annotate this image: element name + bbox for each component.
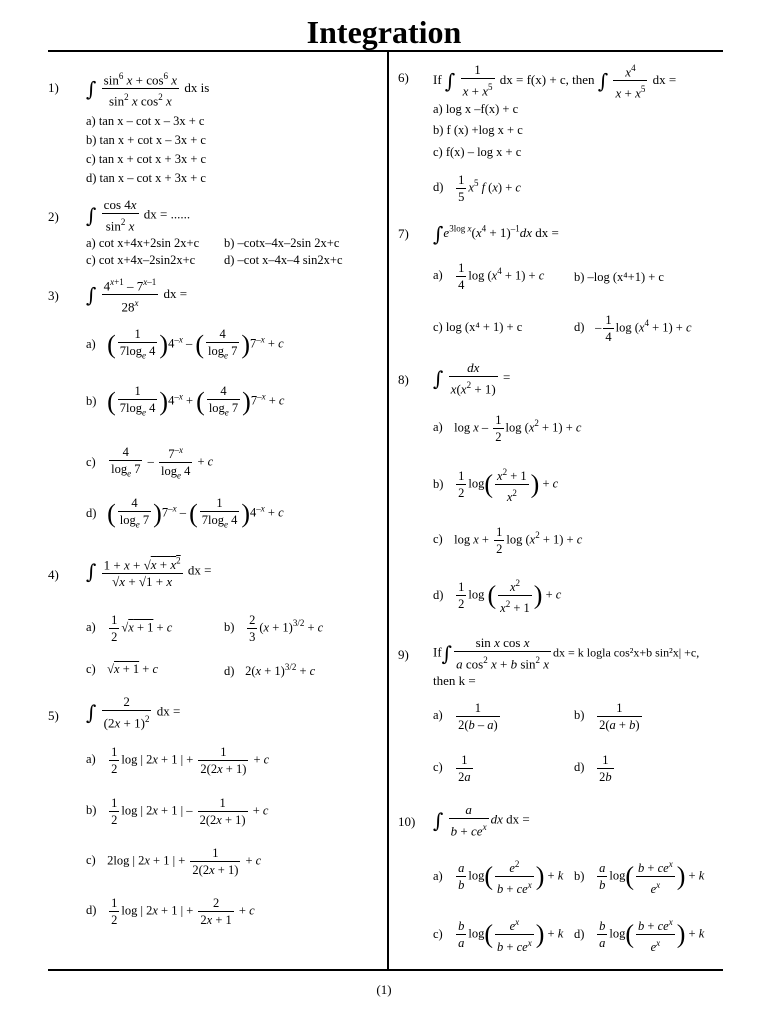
option-c: c) 2log | 2x + 1 | + $\frac{1}{2(2x + 1)}$ + c: [86, 846, 262, 877]
question-number: 3): [48, 288, 59, 303]
option-b: b) $\frac{2}{3}$ $(x + 1)^{3/2} + c$: [224, 613, 324, 644]
option-d: d) $\frac{1}{2}$ log | 2x + 1 | + $\frac{2}{2x + 1}$ + c: [86, 896, 255, 927]
question-number: 5): [48, 708, 59, 723]
integral-icon: ∫: [597, 68, 609, 93]
question-number: 10): [398, 814, 416, 829]
option-d: d) $\frac{b}{a}$ log( $\frac{b + ce^x}{e^x}$ ) + k: [574, 914, 704, 955]
option-c: c) tan x + cot x + 3x + c: [86, 152, 207, 166]
option-d: d) tan x – cot x + 3x + c: [86, 171, 206, 185]
question-number: 7): [398, 226, 409, 241]
option-b: b) $\frac{a}{b}$ log( $\frac{b + ce^x}{e^x}$ ) + k: [574, 856, 704, 897]
option-a: a) $\frac{a}{b}$ log( $\frac{e^2}{b + ce^x}$ ) + k: [433, 856, 563, 897]
option-d: d) $\frac{1}{2b}$: [574, 753, 612, 784]
option-c: c) √x + 1 + c: [86, 662, 158, 676]
header-rule: [48, 50, 723, 52]
option-b: b) $\frac{1}{2}$ log | 2x + 1 | – $\frac{1}{2(2x + 1)}$ + c: [86, 796, 269, 827]
option-a: a) ( $\frac{1}{7\log_e 4}$ )$4^{-x}$ – ( $\frac{4}{\log_e 7}$ )$7^{-x} + c$: [86, 327, 284, 361]
option-a: a) log x –f(x) + c: [433, 102, 519, 116]
question-stem: ∫ $\frac{1 + x + √x + x^2}{√x + √1 + x}$ dx =: [86, 553, 212, 590]
option-a: a) cot x+4x+2sin 2x+c: [86, 236, 200, 250]
question-stem: ∫ $\frac{\cos 4x}{\sin^2 x}$ dx = ......: [86, 197, 191, 234]
option-c: c) $\frac{1}{2a}$: [433, 753, 471, 784]
option-a: a) $\frac{1}{2}$ log | 2x + 1 | + $\frac{1}{2(2x + 1)}$ + c: [86, 745, 270, 776]
option-b: b) –log (x⁴+1) + c: [574, 270, 664, 284]
option-c: c) $\frac{4}{\log_e 7}$ – $\frac{7^{-x}}{\log_e 4}$ + c: [86, 442, 213, 484]
option-d: d) $\frac{1}{5}$ $x^5$ f (x) + c: [433, 173, 521, 204]
column-divider: [387, 52, 389, 970]
question-number: 6): [398, 70, 409, 85]
question-stem: ∫ $\frac{a}{b + ce^x}$ dx dx =: [433, 802, 530, 839]
question-stem: ∫ $\frac{\sin^6 x + \cos^6 x}{\sin^2 x \cos^2 x}$ dx is: [86, 68, 209, 110]
footer-rule: [48, 969, 723, 971]
integral-icon: ∫: [441, 641, 453, 666]
integral-icon: ∫: [444, 68, 456, 93]
question-stem: ∫ $\frac{2}{(2x + 1)^2}$ dx =: [86, 694, 181, 731]
option-d: d) $\frac{1}{2}$ log ( $\frac{x^2}{x^2 + 1}$ ) + c: [433, 575, 561, 616]
question-number: 9): [398, 647, 409, 662]
integral-icon: ∫: [86, 700, 97, 725]
option-c: c) cot x+4x–2sin2x+c: [86, 253, 196, 267]
integral-icon: ∫: [433, 222, 444, 246]
question-stem: $\int e^{3log x}(x^4 + 1)^{-1}dx$ dx =: [433, 222, 559, 246]
option-a: a) $\frac{1}{4}$ $\log (x^4 + 1) + c$: [433, 261, 545, 292]
question-number: 4): [48, 567, 59, 582]
integral-icon: ∫: [433, 808, 444, 833]
option-d: d) – $\frac{1}{4}$ $\log (x^4 + 1) + c$: [574, 313, 692, 344]
option-b: b) f (x) +log x + c: [433, 123, 523, 137]
option-a: a) $\frac{1}{2(b - a)}$: [433, 701, 498, 732]
option-b: b) ( $\frac{1}{7\log_e 4}$ )$4^{-x}$ + ( $\frac{4}{\log_e 7}$ )$7^{-x} + c$: [86, 384, 285, 418]
question-number: 2): [48, 209, 59, 224]
option-a: a) tan x – cot x – 3x + c: [86, 114, 205, 128]
integral-icon: ∫: [86, 76, 97, 101]
option-c: c) log x + $\frac{1}{2}$ $\log (x^2 + 1) + c$: [433, 525, 583, 556]
option-b: b) $\frac{1}{2(a + b)}$: [574, 701, 640, 732]
option-d: d) $2(x + 1)^{3/2} + c$: [224, 662, 316, 679]
page-title: Integration: [306, 14, 462, 50]
integral-icon: ∫: [86, 203, 97, 228]
question-stem-line2: then k =: [433, 673, 476, 688]
option-d: d) ( $\frac{4}{\log_e 7}$ )$7^{-x}$ – ( $\frac{1}{7\log_e 4}$ )$4^{-x} + c$: [86, 496, 284, 530]
option-b: b) $\frac{1}{2}$ log( $\frac{x^2 + 1}{x^2}$ ) + c: [433, 464, 558, 505]
integral-icon: ∫: [86, 282, 97, 307]
question-stem: If∫ $\frac{\text{sin x cos x}}{a \cos^2 x + b \sin^2 x}$ dx = k loglа cos²x+b sin²x| +c,: [433, 635, 700, 672]
option-c: c) $\frac{b}{a}$ log( $\frac{e^x}{b + ce^x}$ ) + k: [433, 914, 563, 955]
question-stem: If ∫ $\frac{1}{x + x^5}$ dx = f(x) + c, then ∫ $\frac{x^4}{x + x^5}$ dx =: [433, 60, 676, 102]
integral-icon: ∫: [86, 559, 97, 584]
option-d: d) –cot x–4x–4 sin2x+c: [224, 253, 343, 267]
question-stem: ∫ $\frac{4^{x+1} - 7^{x-1}}{28^x}$ dx =: [86, 274, 187, 316]
option-a: a) $\frac{1}{2}$ √x + 1 + c: [86, 613, 173, 644]
question-number: 1): [48, 80, 59, 95]
option-a: a) log x – $\frac{1}{2}$ $\log (x^2 + 1) + c$: [433, 413, 582, 444]
page-number: (1): [376, 982, 392, 997]
question-stem: ∫ $\frac{dx}{x(x^2 + 1)}$ =: [433, 360, 511, 397]
option-b: b) –cotx–4x–2sin 2x+c: [224, 236, 340, 250]
option-c: c) log (x⁴ + 1) + c: [433, 320, 523, 334]
option-c: c) f(x) – log x + c: [433, 145, 522, 159]
question-number: 8): [398, 372, 409, 387]
option-b: b) tan x + cot x – 3x + c: [86, 133, 206, 147]
integral-icon: ∫: [433, 366, 444, 391]
